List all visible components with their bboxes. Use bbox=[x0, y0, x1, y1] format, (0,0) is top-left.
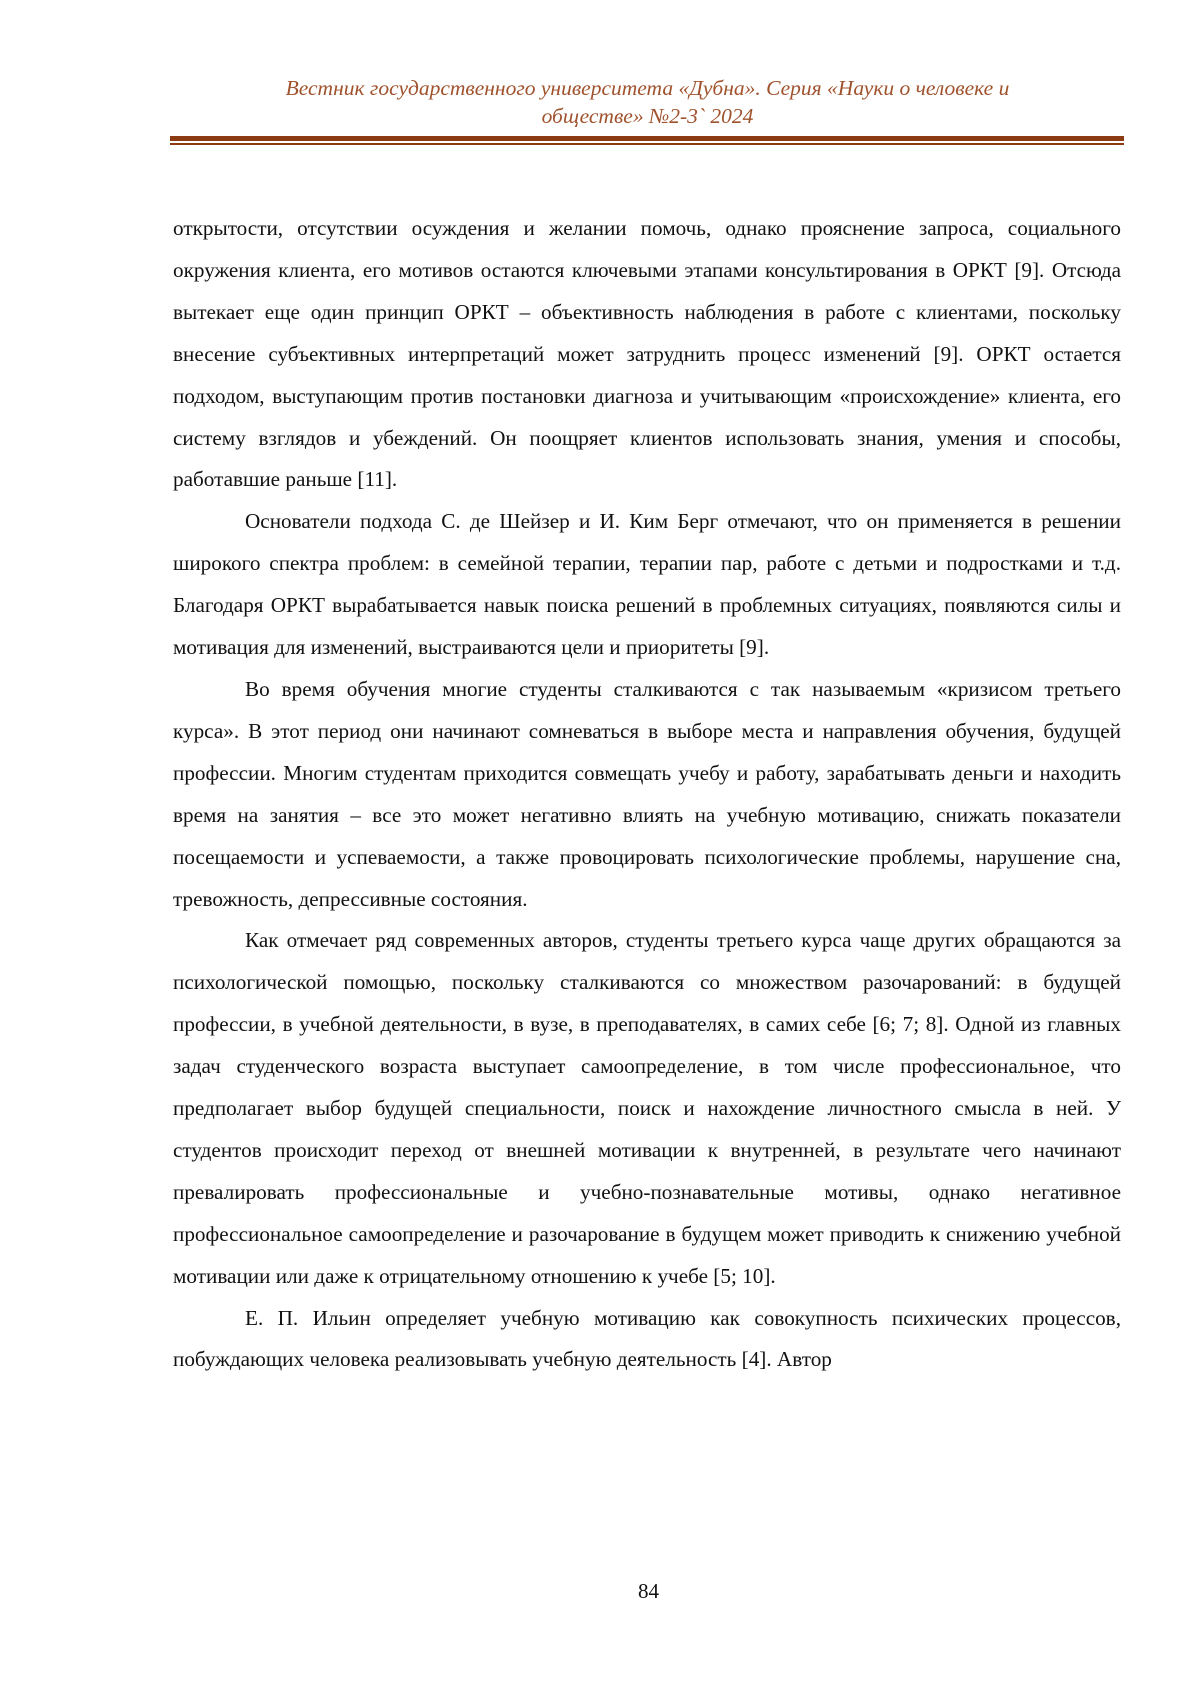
header-rule-thin bbox=[170, 143, 1124, 145]
paragraph-founders: Основатели подхода С. де Шейзер и И. Ким Берг отмечают, что он применяется в решении широкого спектра проблем: в семейной терапии, терапии пар, работе с детьми и подростками и т.д. Благодаря ОРКТ вырабатывается навык поиска решений в проблемных ситуациях, появляются силы и мотивация для изменений, выстраиваются цели и приоритеты [9]. bbox=[173, 501, 1121, 669]
header-rule-thick bbox=[170, 136, 1124, 141]
paragraph-modern-authors: Как отмечает ряд современных авторов, студенты третьего курса чаще других обращаются за психологической помощью, поскольку сталкиваются со множеством разочарований: в будущей профессии, в учебной деятельности, в вузе, в преподавателях, в самих себе [6; 7; 8]. Одной из главных задач студенческого возраста выступает самоопределение, в том числе профессиональное, что предполагает выбор будущей специальности, поиск и нахождение личностного смысла в ней. У студентов происходит переход от внешней мотивации к внутренней, в результате чего начинают превалировать профессиональные и учебно-познавательные мотивы, однако негативное профессиональное самоопределение и разочарование в будущем может приводить к снижению учебной мотивации или даже к отрицательному отношению к учебе [5; 10]. bbox=[173, 920, 1121, 1297]
paragraph-continued: открытости, отсутствии осуждения и желании помочь, однако прояснение запроса, социального окружения клиента, его мотивов остаются ключевыми этапами консультирования в ОРКТ [9]. Отсюда вытекает еще один принцип ОРКТ – объективность наблюдения в работе с клиентами, поскольку внесение субъективных интерпретаций может затруднить процесс изменений [9]. ОРКТ остается подходом, выступающим против постановки диагноза и учитывающим «происхождение» клиента, его систему взглядов и убеждений. Он поощряет клиентов использовать знания, умения и способы, работавшие раньше [11]. bbox=[173, 208, 1121, 501]
article-body bbox=[173, 208, 1121, 1381]
journal-header-line-1: Вестник государственного университета «Дубна». Серия «Науки о человеке и bbox=[170, 74, 1125, 102]
journal-header-line-2: обществе» №2-3` 2024 bbox=[170, 102, 1125, 130]
paragraph-third-year-crisis: Во время обучения многие студенты сталкиваются с так называемым «кризисом третьего курса». В этот период они начинают сомневаться в выборе места и направления обучения, будущей профессии. Многим студентам приходится совмещать учебу и работу, зарабатывать деньги и находить время на занятия – все это может негативно влиять на учебную мотивацию, снижать показатели посещаемости и успеваемости, а также провоцировать психологические проблемы, нарушение сна, тревожность, депрессивные состояния. bbox=[173, 669, 1121, 920]
page-number: 84 bbox=[0, 1577, 1200, 1605]
paragraph-ilyin: Е. П. Ильин определяет учебную мотивацию как совокупность психических процессов, побуждающих человека реализовывать учебную деятельность [4]. Автор bbox=[173, 1298, 1121, 1382]
journal-header bbox=[170, 74, 1125, 130]
